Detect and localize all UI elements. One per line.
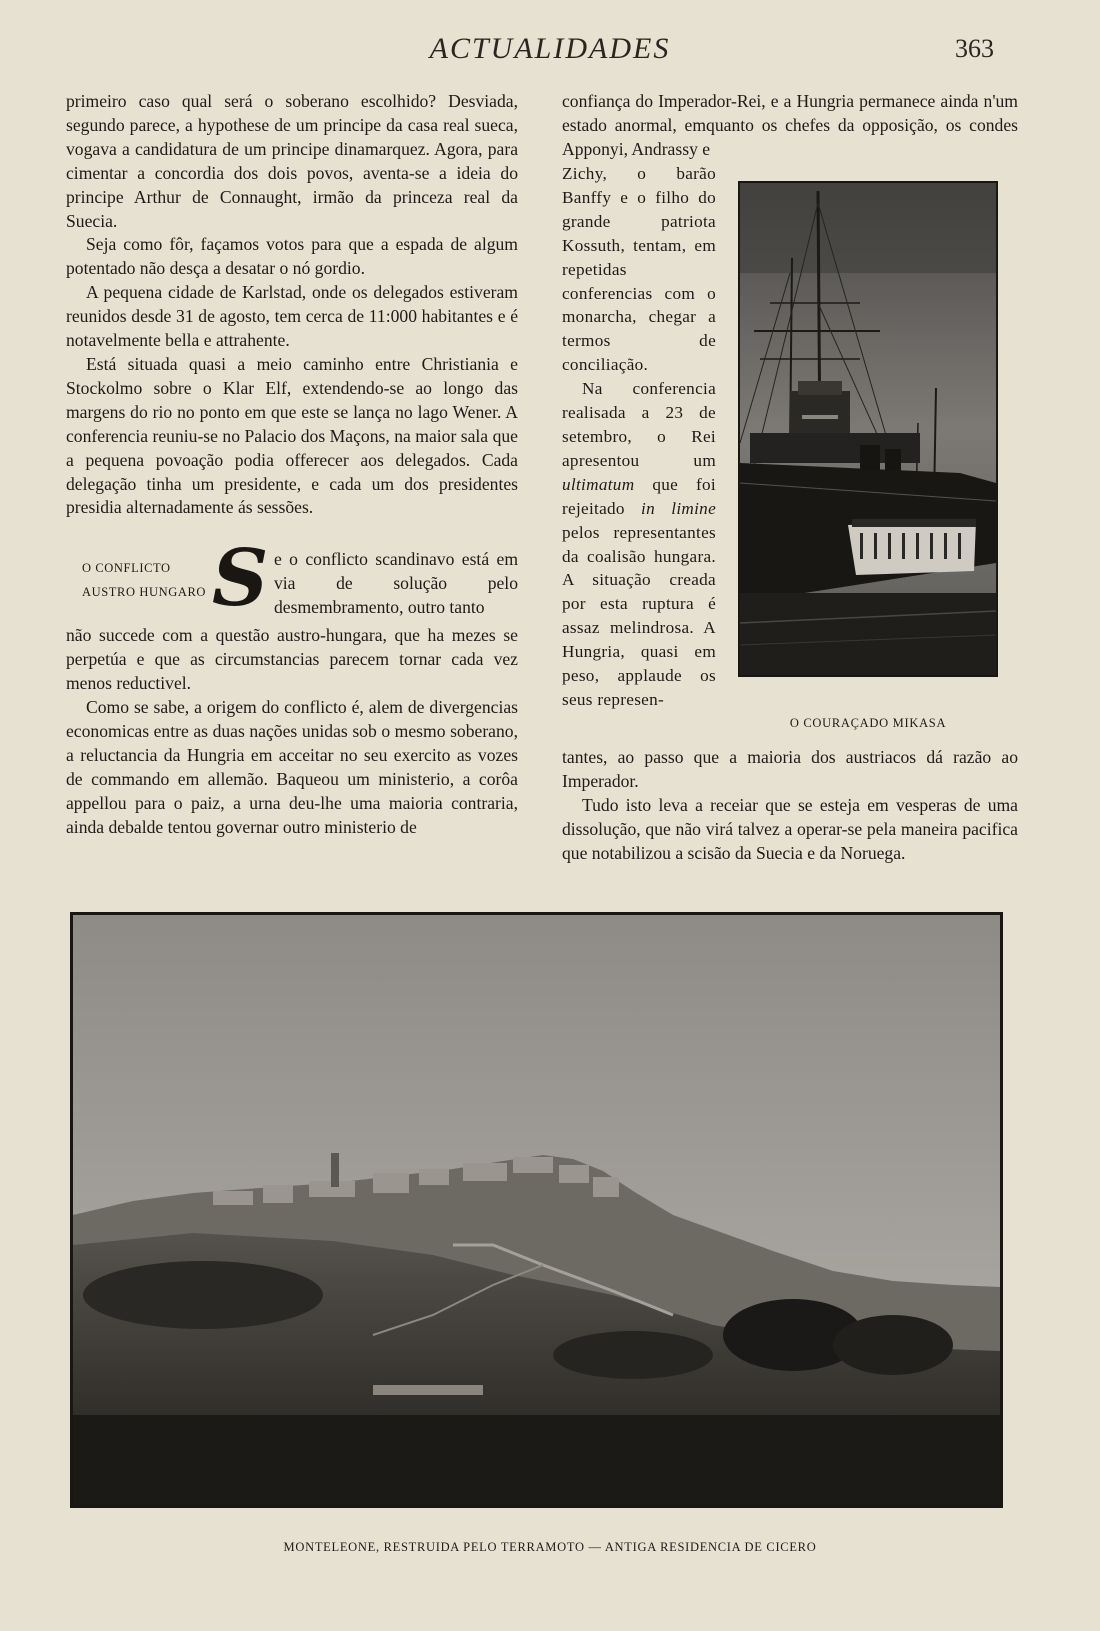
paragraph <box>562 377 716 712</box>
battleship-illustration <box>740 183 996 675</box>
paragraph: confiança do Imperador-Rei, e a Hungria permanece ainda n'um estado anormal, emquanto os chefes da opposição, os condes Apponyi, Andrassy e <box>562 91 1018 159</box>
paragraph: Está situada quasi a meio caminho entre Christiania e Stockolmo sobre o Klar Elf, extendendo-se ao longo das margens do rio no ponto em que este se lança no lago Wener. A conferencia reuniu-se no Palacio dos Maçons, na maior sala que a pequena povoação podia offerecer aos delegados. Cada delegação tinha um presidente, e cada um dos presidentes presidia alternadamente ás sessões. <box>66 353 518 518</box>
right-column-narrow <box>562 162 716 712</box>
paragraph: Como se sabe, a origem do conflicto é, alem de divergencias economicas entre as duas nações unidas sob o mesmo soberano, a reluctancia da Hungria em acceitar no seu exercito as vozes de commando em allemão. Baqueou um ministerio, a corôa appellou para o paiz, a urna deu-lhe uma maioria contraria, ainda debalde tentou governar outro ministerio de <box>66 697 518 837</box>
paragraph: Seja como fôr, façamos votos para que a espada de algum potentado não desça a desatar o nó gordio. <box>66 234 518 279</box>
running-title: ACTUALIDADES <box>429 32 671 65</box>
text-run: que foi rejeitado <box>562 474 716 518</box>
paragraph: Tudo isto leva a receiar que se esteja em vesperas de uma dissolução, que não virá talvez a operar-se pela maneira pacifica que notabilizou a scisão da Suecia e da Noruega. <box>562 794 1018 863</box>
section-head <box>66 533 518 625</box>
side-heading: O CONFLICTO AUSTRO HUNGARO <box>82 561 207 600</box>
section-opening: e o conflicto scandinavo está em via de solução pelo desmembramento, outro tanto <box>274 549 518 618</box>
emphasis: in limine <box>641 498 716 518</box>
ship-caption: O COURAÇADO MIKASA <box>789 716 947 730</box>
page-number: 363 <box>955 34 994 63</box>
battleship-photo <box>738 181 998 677</box>
paragraph: não succede com a questão austro-hungara, que ha mezes se perpetúa e que as circumstancias parecem tornar cada vez menos reductivel. <box>66 625 518 694</box>
monteleone-caption: MONTELEONE, RESTRUIDA PELO TERRAMOTO — ANTIGA RESIDENCIA DE CICERO <box>283 1540 817 1554</box>
paragraph: tantes, ao passo que a maioria dos austriacos dá razão ao Imperador. <box>562 747 1018 791</box>
dropcap: S <box>212 533 269 625</box>
right-column-top <box>562 90 1018 162</box>
text-run: Na conferencia realisada a 23 de setembro, o Rei apresentou um <box>562 379 716 470</box>
left-column <box>66 90 518 839</box>
paragraph: Zichy, o barão Banffy e o filho do grande patriota Kossuth, tentam, em repetidas conferencias com o monarcha, chegar a termos de conciliação. <box>562 164 716 375</box>
monteleone-landscape <box>73 915 1000 1505</box>
right-column-bottom <box>562 746 1018 866</box>
monteleone-photo <box>70 912 1003 1508</box>
paragraph: primeiro caso qual será o soberano escolhido? Desviada, segundo parece, a hypothese de um principe da casa real sueca, vogava a candidatura de um principe dinamarquez. Agora, para cimentar a concordia dos dois povos, aventa-se a ideia do principe Arthur de Connaught, irmão da princeza real da Suecia. <box>66 91 518 231</box>
text-run: pelos representantes da coalisão hungara. A situação creada por esta ruptura é assaz melindrosa. A Hungria, quasi em peso, applaude os seus represen- <box>562 522 716 709</box>
emphasis: ultimatum <box>562 474 635 494</box>
paragraph: A pequena cidade de Karlstad, onde os delegados estiveram reunidos desde 31 de agosto, tem cerca de 11:000 habitantes e é notavelmente bella e attrahente. <box>66 282 518 351</box>
